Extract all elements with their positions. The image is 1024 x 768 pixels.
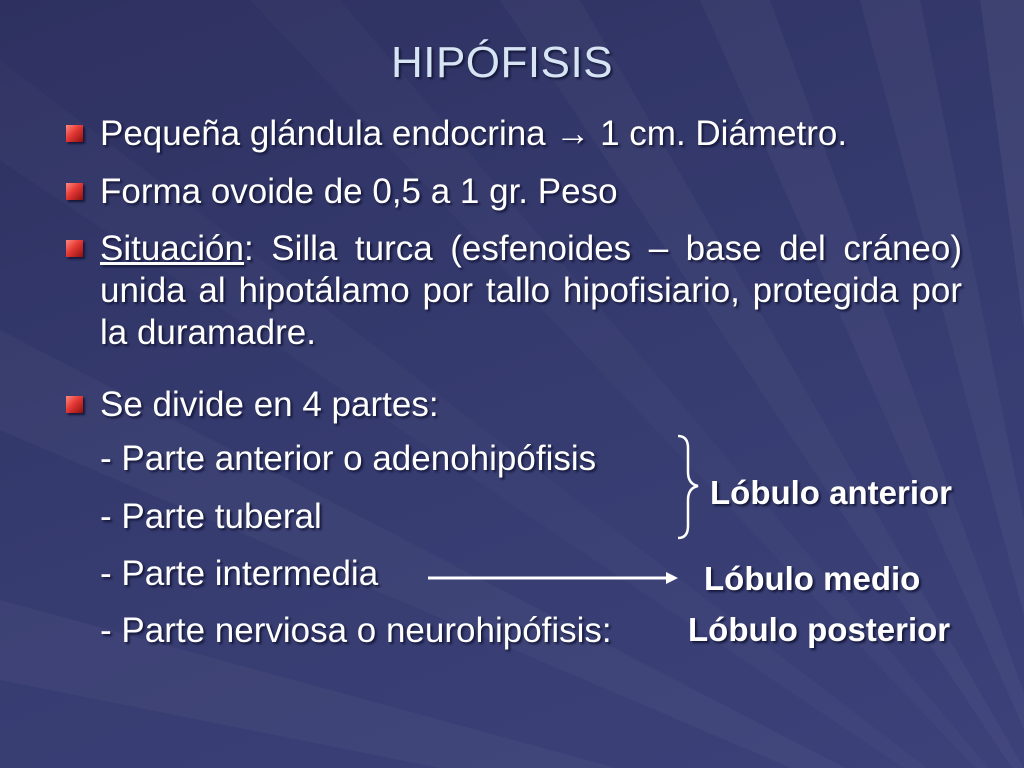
bullet-marker — [66, 125, 83, 142]
bullet-situacion — [100, 228, 962, 354]
lobe-anterior: Lóbulo anterior — [710, 474, 952, 511]
lobe-medio: Lóbulo medio — [704, 560, 921, 597]
part-anterior: - Parte anterior o adenohipófisis — [100, 439, 597, 478]
part-nerviosa: - Parte nerviosa o neurohipófisis: — [100, 611, 612, 650]
situacion-separator: : — [243, 229, 272, 268]
bullet-text: Pequeña glándula endocrina → 1 cm. Diámetro. — [100, 114, 848, 153]
slide-title: HIPÓFISIS — [390, 38, 614, 87]
part-intermedia: - Parte intermedia — [100, 554, 379, 593]
part-tuberal: - Parte tuberal — [100, 497, 322, 536]
bullet-text: Se divide en 4 partes: — [100, 385, 439, 424]
bullet-text: Forma ovoide de 0,5 a 1 gr. Peso — [100, 172, 618, 211]
bullet-marker — [66, 183, 83, 200]
bullet-marker — [66, 396, 83, 413]
bullet-marker — [66, 240, 83, 257]
situacion-text: Silla turca (esfenoides – base del cráneo) unida al hipotálamo por tallo hipofisiario, protegida por la duramadre. — [100, 229, 962, 352]
lobe-posterior: Lóbulo posterior — [688, 611, 951, 648]
situacion-label: Situación — [100, 229, 244, 268]
